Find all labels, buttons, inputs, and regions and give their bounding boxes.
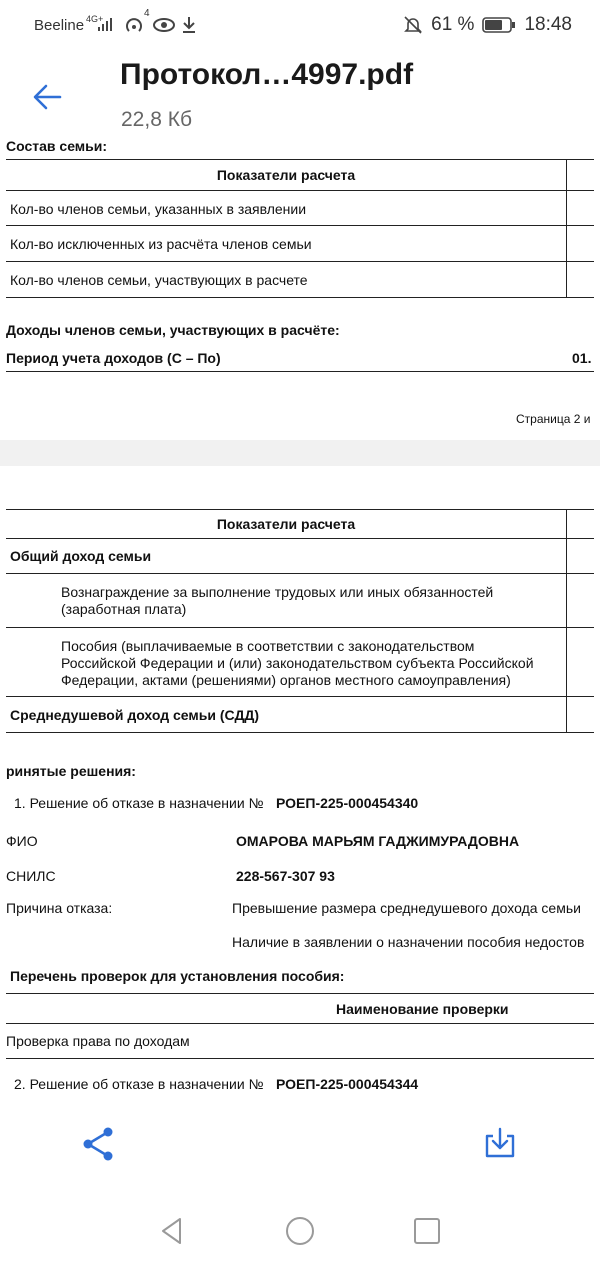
hotspot-icon (124, 15, 144, 35)
decision2-label: 2. Решение об отказе в назначении № (14, 1076, 264, 1092)
signal-icon (96, 16, 116, 32)
carrier-label: Beeline (34, 17, 85, 34)
decision2-number: РОЕП-225-000454344 (276, 1076, 419, 1092)
refusal-reason-1: Превышение размера среднедушевого дохода семьи (232, 900, 581, 916)
family-composition-title: Состав семьи: (6, 140, 108, 154)
battery-percent: 61 % (431, 14, 475, 35)
table-row: Кол-во членов семьи, участвующих в расчете (10, 272, 308, 288)
benefits-row-line3: Федерации, актами (решениями) органов местного самоуправления) (61, 672, 511, 688)
decisions-title: ринятые решения: (6, 763, 136, 779)
back-arrow-icon[interactable] (30, 80, 64, 114)
per-capita-income-row: Среднедушевой доход семьи (СДД) (10, 707, 260, 723)
total-income-row: Общий доход семьи (10, 548, 152, 564)
refusal-reason-label: Причина отказа: (6, 900, 113, 916)
check-row: Проверка права по доходам (6, 1033, 190, 1049)
clock: 18:48 (524, 14, 572, 35)
fio-label: ФИО (6, 833, 38, 849)
benefits-row-line1: Пособия (выплачиваемые в соответствии с законодательством (61, 638, 475, 654)
mute-bell-icon (403, 15, 423, 35)
nav-recents-icon[interactable] (413, 1217, 441, 1245)
action-bar (0, 1100, 600, 1200)
snils-label: СНИЛС (6, 868, 56, 884)
table-row: Кол-во членов семьи, указанных в заявлении (10, 201, 307, 217)
salary-row-line1: Вознаграждение за выполнение трудовых или иных обязанностей (61, 584, 494, 600)
nav-home-icon[interactable] (285, 1216, 315, 1246)
hotspot-count: 4 (144, 8, 150, 19)
decision1-label: 1. Решение об отказе в назначении № (14, 795, 264, 811)
system-nav-bar (0, 1200, 600, 1265)
pdf-page-2[interactable] (6, 466, 594, 1096)
eye-icon (152, 17, 176, 33)
refusal-reason-2: Наличие в заявлении о назначении пособия недостов (232, 934, 585, 950)
status-right (403, 14, 572, 36)
page-footer: Страница 2 и (516, 412, 591, 426)
document-title: Протокол…4997.pdf (120, 58, 414, 91)
fio-value: ОМАРОВА МАРЬЯМ ГАДЖИМУРАДОВНА (236, 833, 520, 849)
pdf-page-1[interactable] (6, 140, 594, 440)
decision1-number: РОЕП-225-000454340 (276, 795, 419, 811)
income-period-value: 01. (572, 350, 592, 366)
nav-back-icon[interactable] (158, 1216, 186, 1246)
table-header: Показатели расчета (216, 167, 356, 183)
download-status-icon (180, 15, 198, 35)
page-gap (0, 440, 600, 466)
share-icon[interactable] (80, 1126, 116, 1162)
status-bar (0, 0, 600, 50)
table-header: Показатели расчета (216, 516, 356, 532)
checks-header: Наименование проверки (336, 1001, 509, 1017)
benefits-row-line2: Российской Федерации и (или) законодательством субъекта Российской (61, 655, 534, 671)
checks-title: Перечень проверок для установления пособия: (10, 968, 345, 984)
income-section-title: Доходы членов семьи, участвующих в расчёте: (6, 322, 340, 338)
network-type: 4G+ (86, 14, 104, 24)
income-period-label: Период учета доходов (С – По) (6, 350, 221, 366)
file-size: 22,8 Кб (121, 108, 192, 131)
download-icon[interactable] (482, 1126, 518, 1162)
battery-icon (482, 16, 516, 34)
snils-value: 228-567-307 93 (236, 868, 335, 884)
table-row: Кол-во исключенных из расчёта членов семьи (10, 236, 312, 252)
salary-row-line2: (заработная плата) (61, 601, 187, 617)
